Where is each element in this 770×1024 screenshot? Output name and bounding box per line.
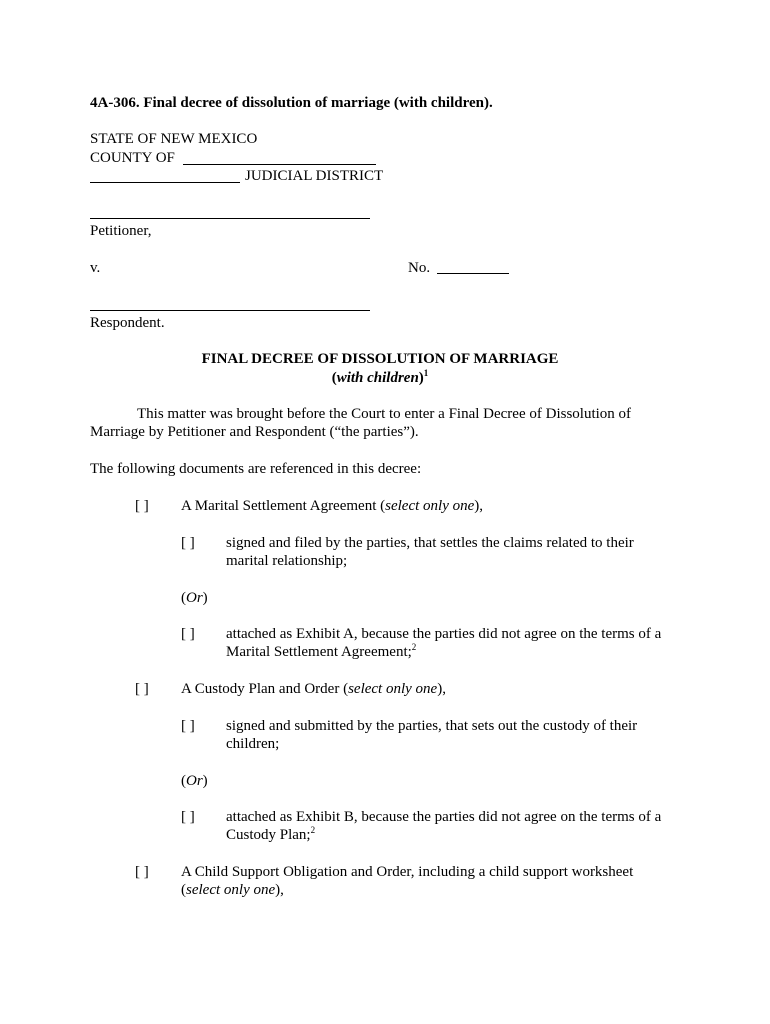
msa-option-1-line-2: marital relationship;	[226, 553, 348, 569]
footnote-ref-2b[interactable]: 2	[310, 825, 316, 835]
msa-option-2-line-1: attached as Exhibit A, because the parties did not agree on the terms of a	[226, 626, 662, 642]
intro-line-2: Marriage by Petitioner and Respondent (“the parties”).	[90, 424, 419, 440]
intro-line-1: This matter was brought before the Court to enter a Final Decree of Dissolution of	[137, 406, 632, 422]
support-label-line-1: A Child Support Obligation and Order, including a child support worksheet	[181, 864, 634, 880]
custody-label: A Custody Plan and Order (select only one),	[181, 681, 446, 697]
support-checkbox[interactable]: [ ]	[135, 864, 149, 880]
footnote-ref-2[interactable]: 2	[411, 642, 417, 652]
msa-label: A Marital Settlement Agreement (select only one),	[181, 498, 484, 514]
footnote-ref-1[interactable]: 1	[423, 368, 429, 378]
versus-label: v.	[90, 260, 101, 276]
documents-intro: The following documents are referenced in this decree:	[90, 461, 422, 477]
case-no-field[interactable]	[437, 273, 509, 274]
msa-option-1-checkbox[interactable]: [ ]	[181, 535, 195, 551]
case-no-label: No.	[408, 260, 431, 276]
custody-option-2-line-1: attached as Exhibit B, because the parties did not agree on the terms of a	[226, 809, 662, 825]
county-field[interactable]	[183, 164, 376, 165]
msa-option-1-line-1: signed and filed by the parties, that settles the claims related to their	[226, 535, 634, 551]
form-heading: 4A-306. Final decree of dissolution of marriage (with children).	[90, 95, 493, 111]
respondent-name-field[interactable]	[90, 310, 370, 311]
custody-option-1-line-1: signed and submitted by the parties, that sets out the custody of their	[226, 718, 638, 734]
petitioner-label: Petitioner,	[90, 223, 152, 239]
custody-option-2-checkbox[interactable]: [ ]	[181, 809, 195, 825]
custody-checkbox[interactable]: [ ]	[135, 681, 149, 697]
state-label: STATE OF NEW MEXICO	[90, 131, 258, 147]
decree-subtitle: (with children)$^1$	[331, 368, 429, 386]
custody-option-2-line-2: Custody Plan;$^2$	[226, 825, 316, 843]
msa-option-2-checkbox[interactable]: [ ]	[181, 626, 195, 642]
msa-checkbox[interactable]: [ ]	[135, 498, 149, 514]
petitioner-name-field[interactable]	[90, 218, 370, 219]
msa-option-2-line-2: Marital Settlement Agreement;$^2$	[226, 642, 417, 660]
custody-option-1-checkbox[interactable]: [ ]	[181, 718, 195, 734]
district-field[interactable]	[90, 182, 240, 183]
respondent-label: Respondent.	[90, 315, 165, 331]
county-label: COUNTY OF	[90, 150, 175, 166]
msa-or-label: (Or)	[181, 590, 208, 606]
decree-title: FINAL DECREE OF DISSOLUTION OF MARRIAGE	[201, 351, 559, 367]
custody-or-label: (Or)	[181, 773, 208, 789]
district-label: JUDICIAL DISTRICT	[245, 168, 384, 184]
custody-option-1-line-2: children;	[226, 736, 280, 752]
support-label-line-2: (select only one),	[181, 882, 284, 898]
